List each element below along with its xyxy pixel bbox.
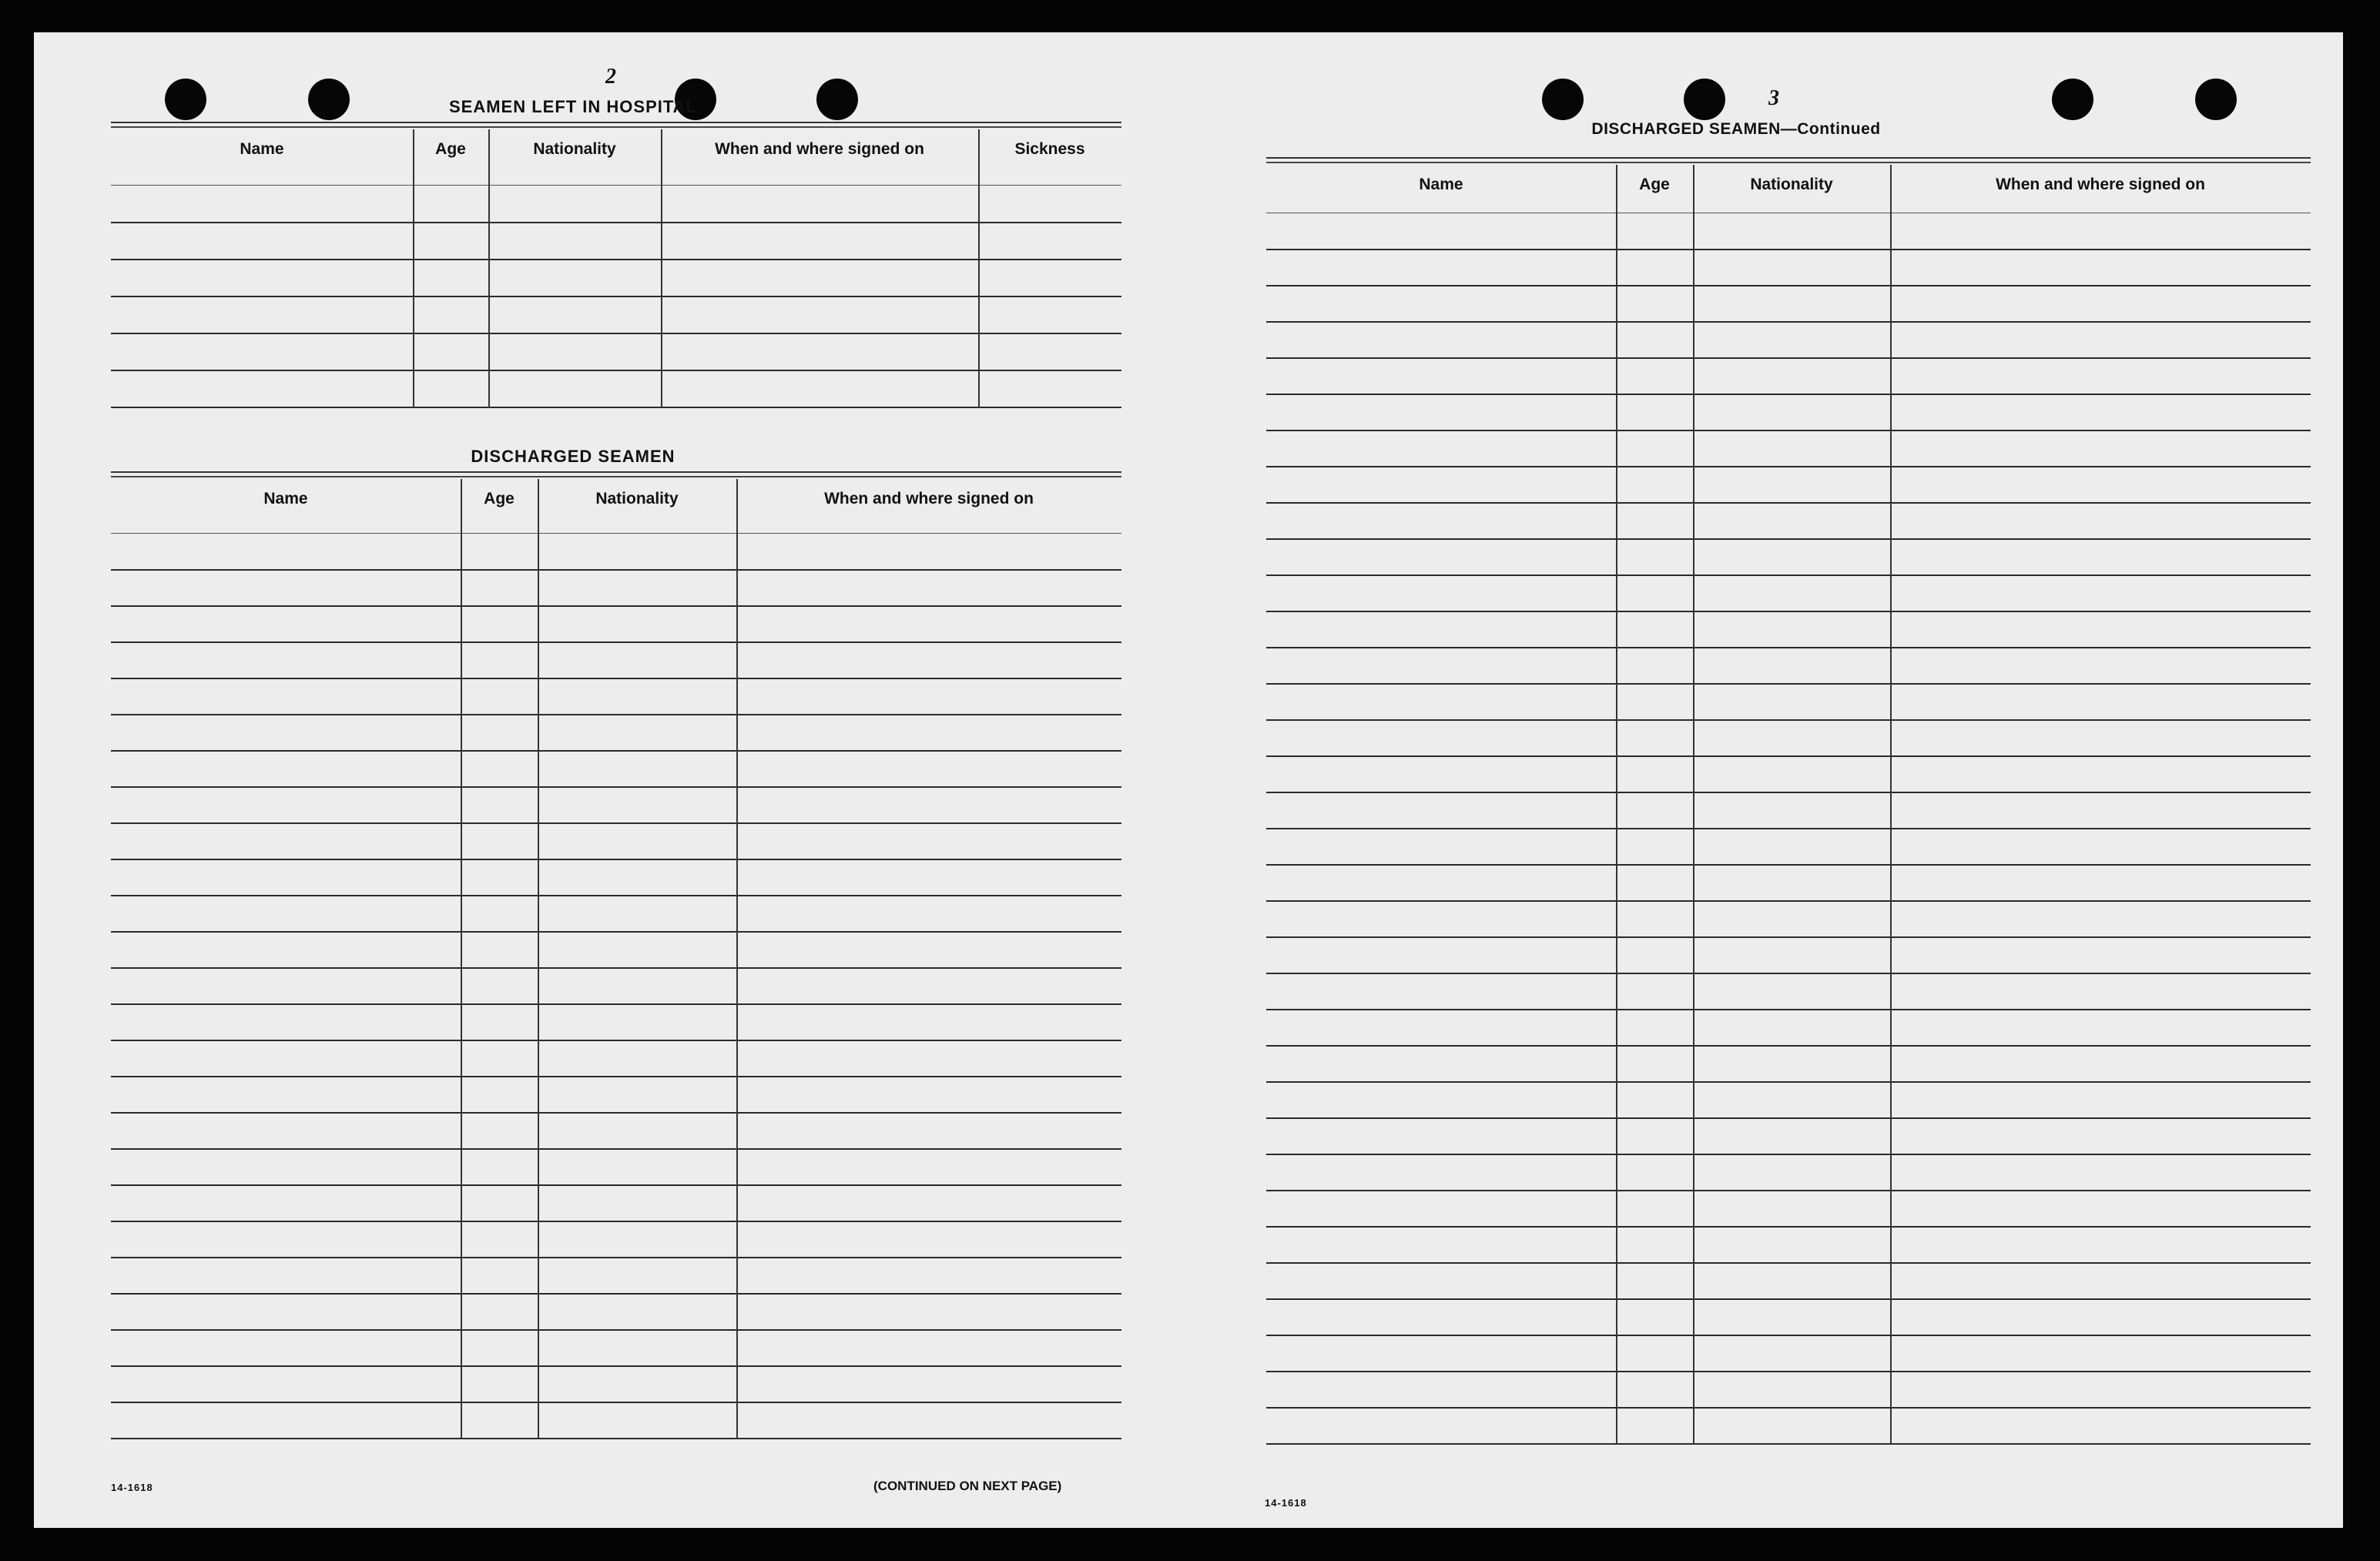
row-rule [111,641,1121,643]
row-rule [111,1184,1121,1186]
row-rule [111,714,1121,715]
row-rule [111,1365,1121,1367]
punch-hole [2195,79,2237,120]
discharged-table [111,479,1121,1441]
row-rule [1266,321,2311,323]
row-rule [1266,864,2311,866]
row-rule [111,1112,1121,1114]
row-rule [1266,973,2311,974]
row-rule [1266,430,2311,431]
continued-note: (CONTINUED ON NEXT PAGE) [873,1479,1062,1493]
row-rule [111,931,1121,933]
row-rule [1266,1154,2311,1155]
row-rule [111,1040,1121,1041]
row-rule [111,786,1121,788]
hospital-section-title: SEAMEN LEFT IN HOSPITAL [448,97,698,116]
column-rule [736,479,738,1439]
row-rule [1266,1190,2311,1191]
col-header-signed-on: When and where signed on [715,140,924,158]
discharged-section-title: DISCHARGED SEAMEN [471,447,675,466]
row-rule [1266,1081,2311,1083]
row-rule [111,605,1121,607]
row-rule [1266,394,2311,395]
col-header-nationality: Nationality [533,140,616,158]
page-number: 3 [1768,86,1779,110]
column-rule [461,479,462,1439]
row-rule [111,1438,1121,1439]
col-header-name: Name [240,140,284,158]
punch-hole [165,79,206,120]
column-rule [978,129,980,408]
row-rule [1266,611,2311,612]
row-rule [1266,1443,2311,1445]
row-rule [1266,1371,2311,1372]
column-rule [538,479,539,1439]
row-rule [1266,936,2311,938]
row-rule [1266,828,2311,829]
row-rule [111,296,1121,297]
col-header-sickness: Sickness [1014,140,1085,158]
row-rule [111,967,1121,969]
row-rule [111,407,1121,408]
row-rule [1266,1407,2311,1409]
row-rule [111,333,1121,334]
row-rule [111,859,1121,860]
row-rule [111,569,1121,571]
col-header-age: Age [1639,176,1670,193]
row-rule [1266,357,2311,359]
column-rule [661,129,662,408]
row-rule [1266,538,2311,540]
form-number: 14-1618 [1265,1497,1307,1509]
form-number: 14-1618 [111,1482,153,1493]
col-header-nationality: Nationality [595,490,679,507]
discharged-top-rule [111,471,1121,477]
punch-hole [1684,79,1725,120]
discharged-continued-top-rule [1266,157,2311,163]
row-rule [1266,285,2311,286]
col-header-name: Name [1419,176,1463,193]
row-rule [111,1293,1121,1295]
header-rule [111,533,1121,534]
punch-hole [1542,79,1584,120]
document-sheet [34,32,2343,1528]
row-rule [1266,466,2311,467]
col-header-signed-on: When and where signed on [824,490,1034,507]
row-rule [111,1003,1121,1005]
row-rule [1266,900,2311,902]
row-rule [1266,719,2311,721]
col-header-age: Age [484,490,515,507]
row-rule [1266,755,2311,757]
row-rule [111,822,1121,824]
header-rule [111,185,1121,186]
row-rule [111,1076,1121,1077]
row-rule [111,678,1121,679]
row-rule [111,1329,1121,1331]
column-rule [488,129,490,408]
discharged-continued-table [1266,165,2311,1446]
col-header-signed-on: When and where signed on [1996,176,2205,193]
row-rule [111,895,1121,896]
col-header-age: Age [435,140,466,158]
row-rule [1266,1262,2311,1264]
row-rule [1266,1335,2311,1336]
row-rule [1266,1226,2311,1228]
row-rule [1266,502,2311,504]
col-header-nationality: Nationality [1750,176,1833,193]
punch-hole [2052,79,2093,120]
row-rule [111,370,1121,371]
punch-hole [816,79,858,120]
hospital-table [111,129,1121,410]
row-rule [111,222,1121,223]
hospital-top-rule [111,122,1121,128]
row-rule [111,259,1121,260]
row-rule [1266,647,2311,648]
row-rule [1266,249,2311,250]
discharged-continued-title: DISCHARGED SEAMEN—Continued [1591,120,1881,138]
row-rule [111,1402,1121,1403]
column-rule [413,129,414,408]
row-rule [111,1257,1121,1258]
row-rule [1266,1045,2311,1047]
row-rule [111,750,1121,752]
row-rule [1266,683,2311,685]
row-rule [1266,1117,2311,1119]
row-rule [111,1148,1121,1150]
row-rule [111,1221,1121,1222]
row-rule [1266,1298,2311,1300]
row-rule [1266,574,2311,576]
page-number: 2 [605,65,616,89]
column-rule [1693,165,1694,1445]
row-rule [1266,1009,2311,1010]
col-header-name: Name [263,490,308,507]
column-rule [1890,165,1892,1445]
column-rule [1616,165,1617,1445]
row-rule [1266,792,2311,793]
